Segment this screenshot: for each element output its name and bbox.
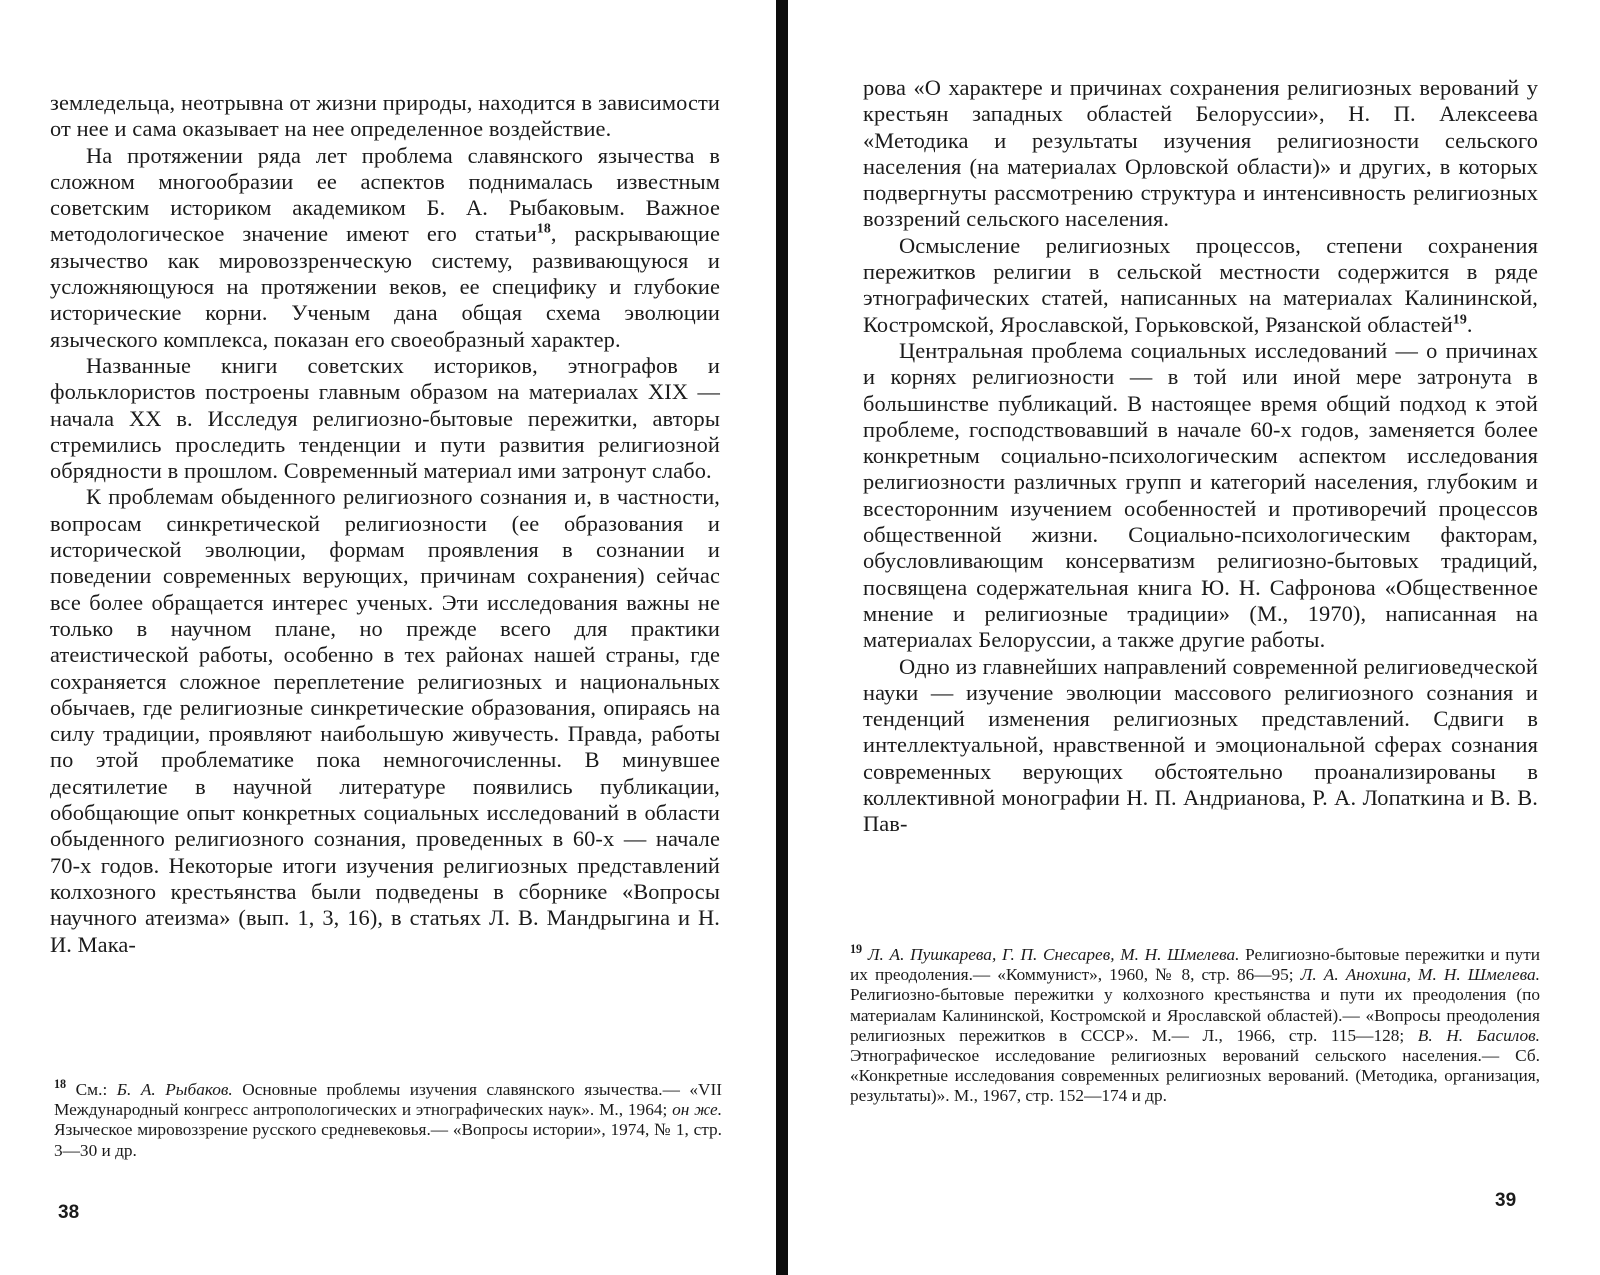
footnote-text: Религиозно-бытовые пережитки у колхозного крестьянства и пути их преодоления (по материалам Калининской, Костромской и Ярославской областей).— «Вопросы преодоления религиозных пережитков в СССР». М.— Л., 1966, стр. 115—128;: [850, 985, 1540, 1045]
footnote-mark: 19: [850, 942, 863, 957]
paragraph: рова «О характере и причинах сохранения религиозных верований у крестьян западных областей Белоруссии», Н. П. Алексеева «Методика и результаты изучения религиозности сельского населения (на материалах Орловской области)» и других, в которых подвергнуты рассмотрению структура и интенсивность религиозных воззрений сельского населения.: [863, 75, 1538, 232]
paragraph: К проблемам обыденного религиозного сознания и, в частности, вопросам синкретической религиозности (ее образования и исторической эволюции, формам проявления в сознании и поведении современных верующих, причинам сохранения) сейчас все более обращается интерес ученых. Эти исследования важны не только в научном плане, но прежде всего для практики атеистической работы, особенно в тех районах нашей страны, где сохраняется сложное переплетение религиозных и национальных обычаев, где религиозные синкретические образования, опираясь на силу традиции, проявляют наибольшую живучесть. Правда, работы по этой проблематике пока немногочисленны. В минувшее десятилетие в научной литературе появились публикации, обобщающие опыт конкретных социальных исследований в области обыденного религиозного сознания, проведенных в 60-х — начале 70-х годов. Некоторые итоги изучения религиозных представлений колхозного крестьянства были подведены в сборнике «Вопросы научного атеизма» (вып. 1, 3, 16), в статьях Л. В. Мандрыгина и Н. И. Мака-: [50, 484, 720, 957]
footnote-author: В. Н. Басилов.: [1417, 1025, 1541, 1045]
paragraph-text: .: [1466, 311, 1473, 337]
footnote-text: Основные проблемы изучения славянского язычества.— «VII Международный конгресс антропологических и этнографических наук». М., 1964;: [54, 1080, 723, 1120]
right-page-body: [863, 75, 1538, 838]
footnote-text: Этнографическое исследование религиозных верований сельского населения.— Сб. «Конкретные исследования современных религиозных верований. (Методика, организация, результаты)». М., 1967, стр. 152—174 и др.: [850, 1046, 1540, 1106]
footnote-reference: 19: [1452, 312, 1467, 328]
footnote-author: он же.: [672, 1100, 723, 1120]
paragraph: земледельца, неотрывна от жизни природы, находится в зависимости от нее и сама оказывает на нее определенное воздействие.: [50, 90, 720, 142]
left-page: [0, 0, 780, 1275]
footnote-text: Религиозно-бытовые пережитки и пути их преодоления.— «Коммунист», 1960, № 8, стр. 86—95;: [850, 945, 1540, 985]
left-page-body: [50, 90, 720, 958]
footnote-text: См.:: [75, 1080, 117, 1099]
paragraph: [50, 143, 720, 353]
paragraph: Центральная проблема социальных исследований — о причинах и корнях религиозности — в той или иной мере затронута в большинстве публикаций. В настоящее время общий подход к этой проблеме, господствовавший в начале 60-х годов, заменяется более конкретным социально-психологическим аспектом исследования религиозности различных групп и категорий населения, глубоким и всесторонним изучением особенностей и противоречий процессов общественной жизни. Социально-психологическим факторам, обусловливающим консерватизм религиозно-бытовых традиций, посвящена содержательная книга Ю. Н. Сафронова «Общественное мнение и религиозные традиции» (М., 1970), написанная на материалах Белоруссии, а также другие работы.: [863, 337, 1538, 653]
footnote-mark: 18: [54, 1077, 67, 1092]
footnote-author: Л. А. Пушкарева, Г. П. Снесарев, М. Н. Шмелева.: [867, 945, 1240, 964]
page-number: 38: [58, 1202, 80, 1223]
page-number: 39: [1495, 1190, 1517, 1211]
right-page: [800, 0, 1600, 1275]
footnote: [850, 942, 1541, 1107]
paragraph-text: Осмысление религиозных процессов, степени сохранения пережитков религии в сельской местности содержится в ряде этнографических статей, написанных на материалах Калининской, Костромской, Ярославской, Горьковской, Рязанской областей: [863, 232, 1538, 337]
book-spine: [776, 0, 788, 1275]
paragraph-text: На протяжении ряда лет проблема славянского язычества в сложном многообразии ее аспектов поднималась известным советским историком академиком Б. А. Рыбаковым. Важное методологическое значение имеют его статьи: [50, 142, 720, 247]
footnote-reference: 18: [536, 222, 551, 238]
paragraph-text: , раскрывающие язычество как мировоззренческую систему, развивающуюся и усложняющуюся на протяжении веков, ее специфику и глубокие исторические корни. Ученым дана общая схема эволюции языческого комплекса, показан его своеобразный характер.: [50, 221, 720, 352]
footnote: [54, 1077, 723, 1161]
footnote-text: Языческое мировоззрение русского средневековья.— «Вопросы истории», 1974, № 1, стр. 3—30 и др.: [54, 1120, 722, 1160]
paragraph: [863, 233, 1538, 338]
paragraph: Одно из главнейших направлений современной религиоведческой науки — изучение эволюции массового религиозного сознания и тенденций изменения религиозных представлений. Сдвиги в интеллектуальной, нравственной и эмоциональной сферах сознания современных верующих обстоятельно проанализированы в коллективной монографии Н. П. Андрианова, Р. А. Лопаткина и В. В. Пав-: [863, 653, 1538, 837]
footnote-author: Л. А. Анохина, М. Н. Шмелева.: [1300, 965, 1540, 985]
paragraph: Названные книги советских историков, этнографов и фольклористов построены главным образом на материалах XIX — начала XX в. Исследуя религиозно-бытовые пережитки, авторы стремились проследить тенденции и пути развития религиозной обрядности в прошлом. Современный материал ими затронут слабо.: [50, 352, 720, 484]
footnote-author: Б. А. Рыбаков.: [116, 1080, 233, 1099]
